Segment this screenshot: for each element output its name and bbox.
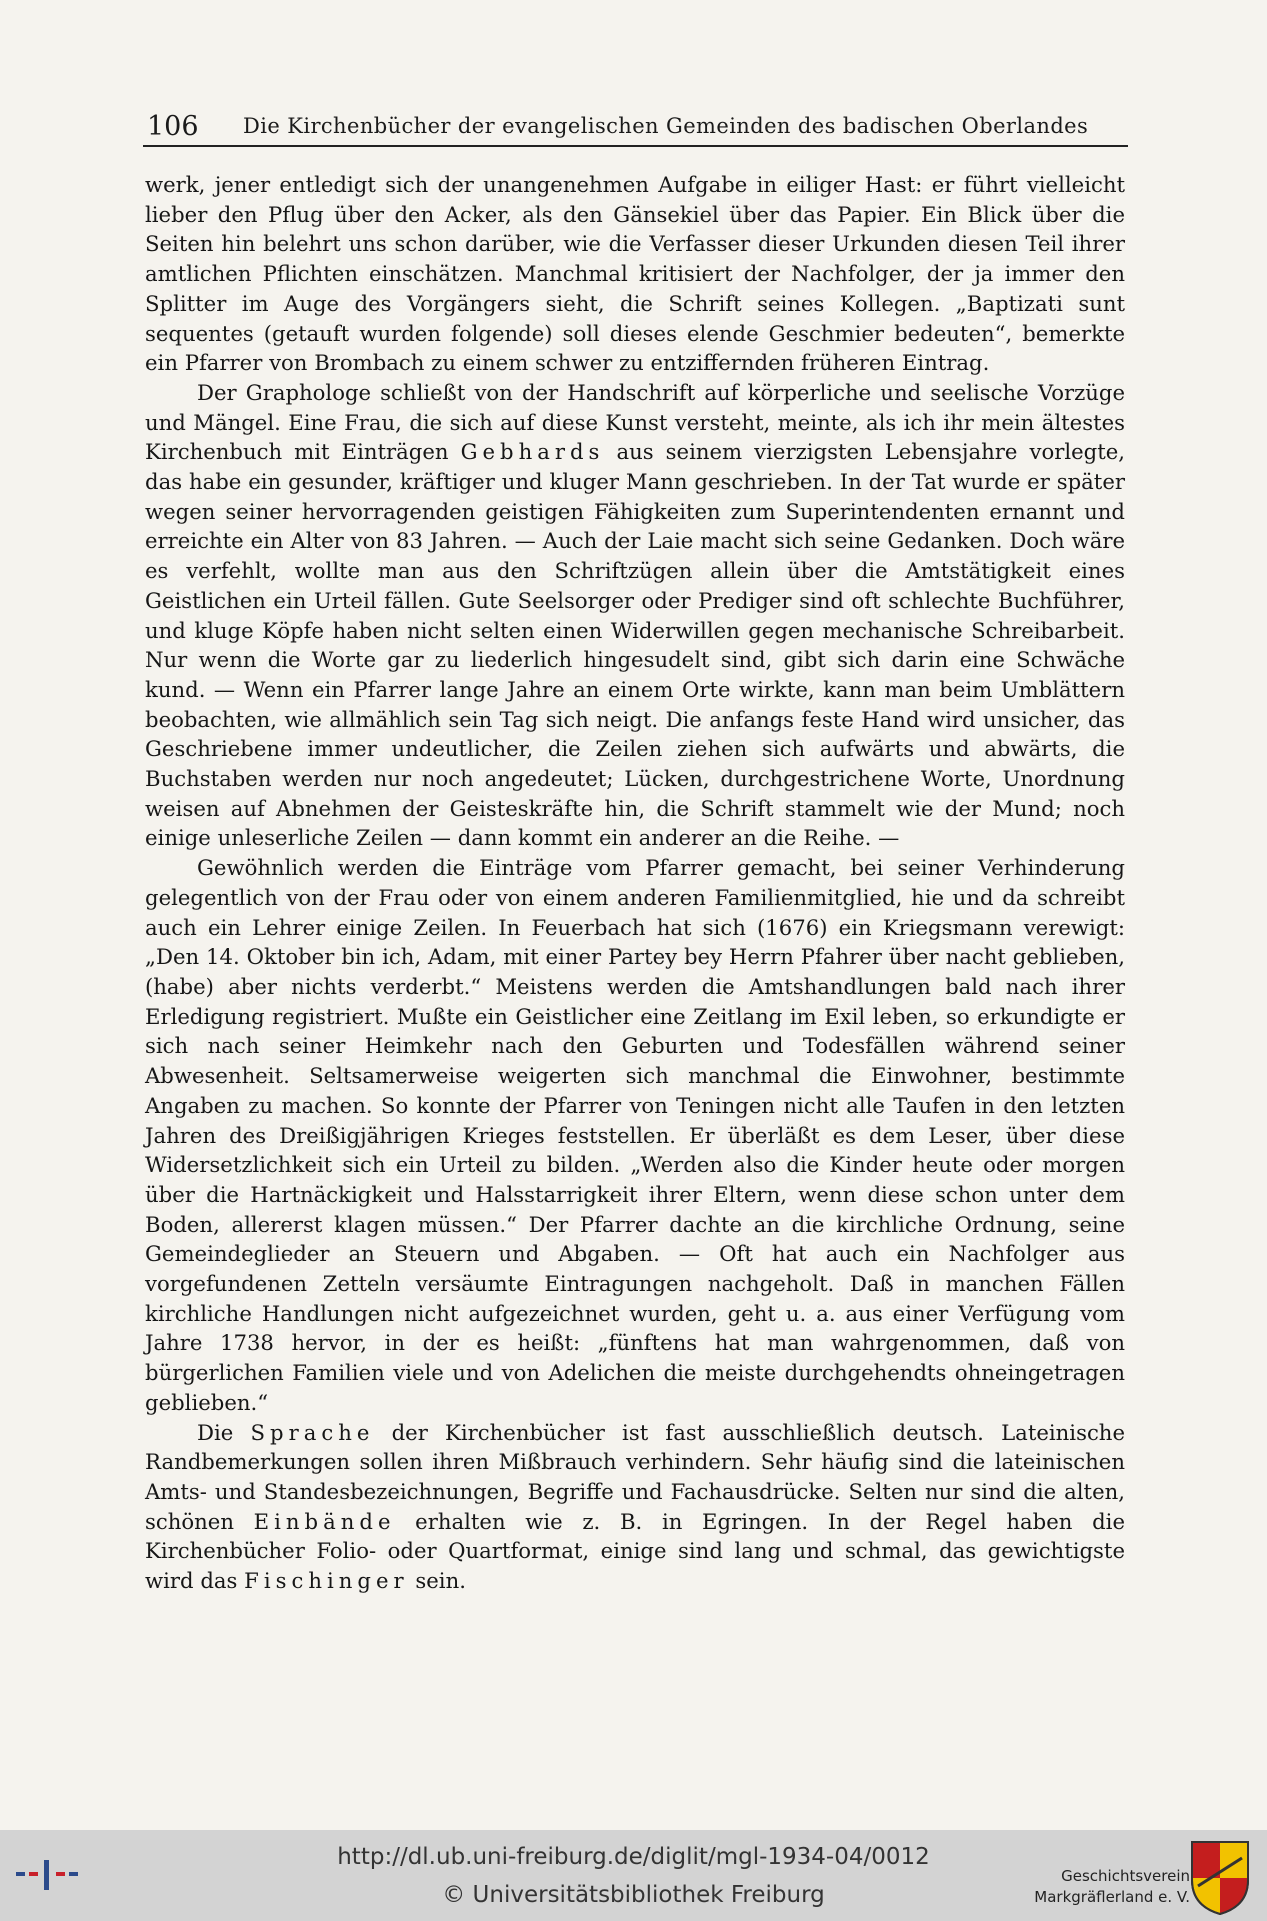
permalink-url[interactable]: http://dl.ub.uni-freiburg.de/diglit/mgl-1934-04/0012 [337, 1844, 930, 1870]
text-run: werk, jener entledigt sich der unangenehmen Aufgabe in eiliger Hast: er führt vielleicht lieber den Pflug über den Acker, als den Gänsekiel über das Papier. Ein Blick über die Seiten hin belehrt uns schon darüber, wie die Verfasser dieser Urkunden diesen Teil ihrer amtlichen Pflichten einschätzen. Manchmal kritisiert der Nachfolger, der ja immer den Splitter im Auge des Vorgängers sieht, die Schrift seines Kollegen. „Baptizati sunt sequentes (getauft wurden folgende) soll dieses elende Geschmier bedeuten“, bemerkte ein Pfarrer von Brombach zu einem schwer zu entziffernden früheren Eintrag. [145, 172, 1125, 376]
page-header [143, 105, 1128, 147]
paragraph [145, 1418, 1125, 1596]
text-run: Der Graphologe schließt von der Handschrift auf körperliche und seelische Vorzüge und Mängel. Eine Frau, die sich auf diese Kunst versteht, meinte, als ich ihr mein ältestes Kirchenbuch mit Einträgen [145, 379, 1125, 465]
spaced-emphasis: Sprache [250, 1419, 375, 1445]
society-name [1010, 1866, 1190, 1908]
paragraph [145, 853, 1125, 1417]
footer-bar [0, 1830, 1267, 1921]
copyright-notice: © Universitätsbibliothek Freiburg [442, 1882, 825, 1908]
text-run: der Kirchenbücher ist fast ausschließlich deutsch. Lateinische Randbemerkungen sollen ihren Mißbrauch verhindern. Sehr häufig sind die lateinischen Amts- und Standesbezeichnungen, Begriffe und Fachausdrücke. Selten nur sind die alten, schönen [145, 1419, 1125, 1534]
spaced-emphasis: Fischinger [244, 1568, 409, 1594]
spaced-emphasis: Einbände [253, 1508, 396, 1534]
spaced-emphasis: Gebhards [460, 439, 605, 465]
text-run: Die [197, 1419, 251, 1445]
text-run: aus seinem vierzigsten Lebensjahre vorlegte, das habe ein gesunder, kräftiger und kluger Mann geschrieben. In der Tat wurde er später wegen seiner hervorragenden geistigen Fähigkeiten zum Superintendenten ernannt und erreichte ein Alter von 83 Jahren. — Auch der Laie macht sich seine Gedanken. Doch wäre es verfehlt, wollte man aus den Schriftzügen allein über die Amtstätigkeit eines Geistlichen ein Urteil fällen. Gute Seelsorger oder Prediger sind oft schlechte Buchführer, und kluge Köpfe haben nicht selten einen Widerwillen gegen mechanische Schreibarbeit. Nur wenn die Worte gar zu liederlich hingesudelt sind, gibt sich darin eine Schwäche kund. — Wenn ein Pfarrer lange Jahre an einem Orte wirkte, kann man beim Umblättern beobachten, wie allmählich sein Tag sich neigt. Die anfangs feste Hand wird unsicher, das Geschriebene immer undeutlicher, die Zeilen ziehen sich aufwärts und abwärts, die Buchstaben werden nur noch angedeutet; Lücken, durchgestrichene Worte, Unordnung weisen auf Abnehmen der Geisteskräfte hin, die Schrift stammelt wie der Mund; noch einige unleserliche Zeilen — dann kommt ein anderer an die Reihe. — [145, 439, 1125, 851]
page-number: 106 [147, 111, 199, 142]
running-title: Die Kirchenbücher der evangelischen Gemeinden des badischen Oberlandes [243, 114, 1089, 138]
text-run: Gewöhnlich werden die Einträge vom Pfarrer gemacht, bei seiner Verhinderung gelegentlich von der Frau oder von einem anderen Familienmitglied, hie und da schreibt auch ein Lehrer einige Zeilen. In Feuerbach hat sich (1676) ein Kriegsmann verewigt: „Den 14. Oktober bin ich, Adam, mit einer Partey bey Herrn Pfahrer über nacht geblieben, (habe) aber nichts verderbt.“ Meistens werden die Amtshandlungen bald nach ihrer Erledigung registriert. Mußte ein Geistlicher eine Zeitlang im Exil leben, so erkundigte er sich nach seiner Heimkehr nach den Geburten und Todesfällen während seiner Abwesenheit. Seltsamerweise weigerten sich manchmal die Einwohner, bestimmte Angaben zu machen. So konnte der Pfarrer von Teningen nicht alle Taufen in den letzten Jahren des Dreißigjährigen Krieges feststellen. Er überläßt es dem Leser, über diese Widersetzlichkeit sich ein Urteil zu bilden. „Werden also die Kinder heute oder morgen über die Hartnäckigkeit und Halsstarrigkeit ihrer Eltern, wenn diese schon unter dem Boden, allererst klagen müssen.“ Der Pfarrer dachte an die kirchliche Ordnung, seine Gemeindeglieder an Steuern und Abgaben. — Oft hat auch ein Nachfolger aus vorgefundenen Zetteln versäumte Eintragungen nachgeholt. Daß in manchen Fällen kirchliche Handlungen nicht aufgezeichnet wurden, geht u. a. aus einer Verfügung vom Jahre 1738 hervor, in der es heißt: „fünftens hat man wahrgenommen, daß von bürgerlichen Familien viele und von Adelichen die meiste durchgehendts ohneingetragen geblieben.“ [145, 855, 1125, 1415]
text-run: erhalten wie z. B. in Egringen. In der Regel haben die Kirchenbücher Folio- oder Quartformat, einige sind lang und schmal, das gewichtigste wird das [145, 1508, 1125, 1594]
society-name-line: Markgräflerland e. V. [1034, 1888, 1190, 1906]
text-run: sein. [408, 1568, 466, 1594]
paragraph [145, 170, 1125, 378]
paragraph [145, 378, 1125, 853]
body-text [145, 170, 1125, 1596]
coat-of-arms-icon [1188, 1838, 1252, 1916]
society-name-line: Geschichtsverein [1061, 1867, 1190, 1885]
